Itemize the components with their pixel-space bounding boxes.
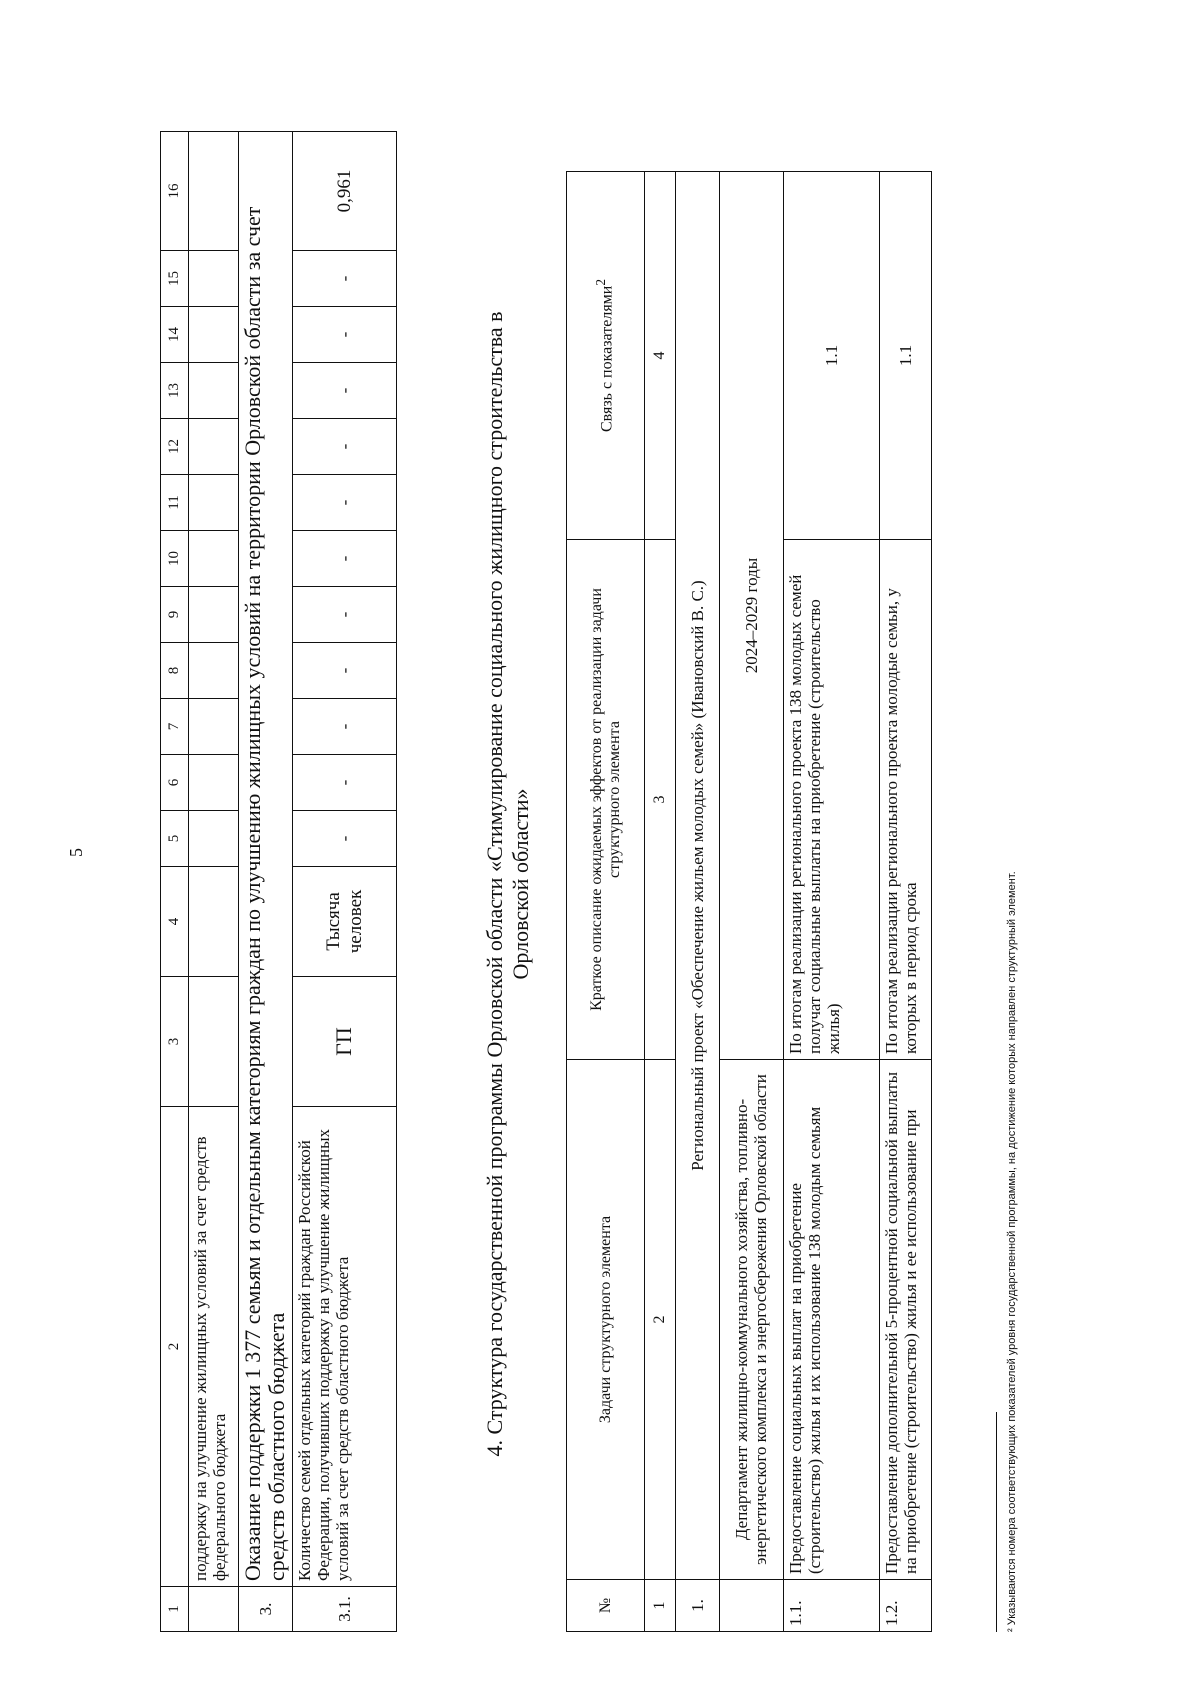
cell xyxy=(188,977,238,1107)
col-number: 14 xyxy=(161,307,189,363)
row-number: 3.1. xyxy=(293,1587,397,1632)
cell xyxy=(188,132,238,251)
section-title: 4. Структура государственной программы Орловской области «Стимулирование социального жилищного строительства в Орловской области» xyxy=(482,311,534,1457)
col-number: 11 xyxy=(161,475,189,531)
cell xyxy=(188,587,238,643)
value-cell: - xyxy=(293,419,397,475)
column-number-row xyxy=(161,132,189,1632)
col-number: 2 xyxy=(161,1107,189,1587)
table-row xyxy=(719,172,783,1632)
indicators-table xyxy=(160,131,397,1632)
col-number: 8 xyxy=(161,643,189,699)
row-number: 1. xyxy=(675,1580,719,1632)
value-cell: - xyxy=(293,699,397,755)
cell xyxy=(188,419,238,475)
value-cell: - xyxy=(293,587,397,643)
footnote: ² Указываются номера соответствующих показателей уровня государственной программы, на достижение которых направлен структурный элемент. xyxy=(1006,871,1018,1632)
footnote-divider xyxy=(996,1412,997,1632)
value-cell: - xyxy=(293,363,397,419)
col-number: 12 xyxy=(161,419,189,475)
col-number: 2 xyxy=(645,1060,676,1580)
table-row xyxy=(675,172,719,1632)
cell xyxy=(188,755,238,811)
value-cell: - xyxy=(293,811,397,867)
footnote-marker: 2 xyxy=(593,278,609,286)
col-number: 15 xyxy=(161,251,189,307)
col-number: 4 xyxy=(645,172,676,540)
col-number: 10 xyxy=(161,531,189,587)
value-cell: - xyxy=(293,531,397,587)
column-number-row xyxy=(645,172,676,1632)
table-row xyxy=(879,172,931,1632)
value-cell: - xyxy=(293,475,397,531)
header-row xyxy=(567,172,645,1632)
indicator-name: Количество семей отдельных категорий граждан Российской Федерации, получивших поддержку на улучшение жилищных условий за счет средств областного бюджета xyxy=(293,1107,397,1587)
col-number: 1 xyxy=(161,1587,189,1632)
header-link-label: Связь с показателями xyxy=(598,285,616,433)
cell xyxy=(188,643,238,699)
implementation-period: 2024–2029 годы xyxy=(719,172,783,1060)
responsible-department: Департамент жилищно-коммунального хозяйства, топливно-энергетического комплекса и энергосбережения Орловской области xyxy=(719,1060,783,1580)
col-number: 9 xyxy=(161,587,189,643)
row-number: 1.2. xyxy=(879,1580,931,1632)
cell xyxy=(719,1580,783,1632)
cell xyxy=(188,251,238,307)
table-row xyxy=(293,132,397,1632)
col-number: 13 xyxy=(161,363,189,419)
value-cell: - xyxy=(293,643,397,699)
cell xyxy=(188,1587,238,1632)
col-number: 5 xyxy=(161,811,189,867)
task-description: Предоставление социальных выплат на приобретение (строительство) жилья и их использование 138 молодым семьям xyxy=(783,1060,879,1580)
table-row xyxy=(783,172,879,1632)
header-tasks: Задачи структурного элемента xyxy=(567,1060,645,1580)
header-link xyxy=(567,172,645,540)
cell xyxy=(188,699,238,755)
task-description: Предоставление дополнительной 5-процентной социальной выплаты на приобретение (строительство) жилья и ее использование при xyxy=(879,1060,931,1580)
regional-project-title: Региональный проект «Обеспечение жильем молодых семей» (Ивановский В. С.) xyxy=(675,172,719,1580)
table-row xyxy=(238,132,292,1632)
unit-of-measure: Тысяча человек xyxy=(293,867,397,977)
value-cell: 0,961 xyxy=(293,132,397,251)
indicator-link: 1.1 xyxy=(879,172,931,540)
col-number: 6 xyxy=(161,755,189,811)
col-number: 3 xyxy=(161,977,189,1107)
cell xyxy=(188,363,238,419)
col-number: 16 xyxy=(161,132,189,251)
header-effects: Краткое описание ожидаемых эффектов от реализации задачи структурного элемента xyxy=(567,540,645,1060)
col-number: 4 xyxy=(161,867,189,977)
value-cell: - xyxy=(293,251,397,307)
col-number: 1 xyxy=(645,1580,676,1632)
row-number: 3. xyxy=(238,1587,292,1632)
cell xyxy=(188,531,238,587)
value-cell: - xyxy=(293,307,397,363)
value-cell: - xyxy=(293,755,397,811)
table-row xyxy=(188,132,238,1632)
header-number: № xyxy=(567,1580,645,1632)
cell xyxy=(188,307,238,363)
structure-table xyxy=(566,171,932,1632)
expected-effect: По итогам реализации регионального проекта 138 молодых семей получат социальные выплаты на приобретение (строительство жилья) xyxy=(783,540,879,1060)
indicator-text-continued: поддержку на улучшение жилищных условий за счет средств федерального бюджета xyxy=(188,1107,238,1587)
task-heading: Оказание поддержки 1 377 семьям и отдельным категориям граждан по улучшению жилищных условий на территории Орловской области за счет средств областного бюджета xyxy=(238,132,292,1587)
row-number: 1.1. xyxy=(783,1580,879,1632)
indicator-link: 1.1 xyxy=(783,172,879,540)
cell xyxy=(188,475,238,531)
col-number: 7 xyxy=(161,699,189,755)
expected-effect: По итогам реализации регионального проекта молодые семьи, у которых в период срока xyxy=(879,540,931,1060)
page-number: 5 xyxy=(66,848,86,857)
cell xyxy=(188,811,238,867)
cell xyxy=(188,867,238,977)
col-number: 3 xyxy=(645,540,676,1060)
indicator-level: ГП xyxy=(293,977,397,1107)
